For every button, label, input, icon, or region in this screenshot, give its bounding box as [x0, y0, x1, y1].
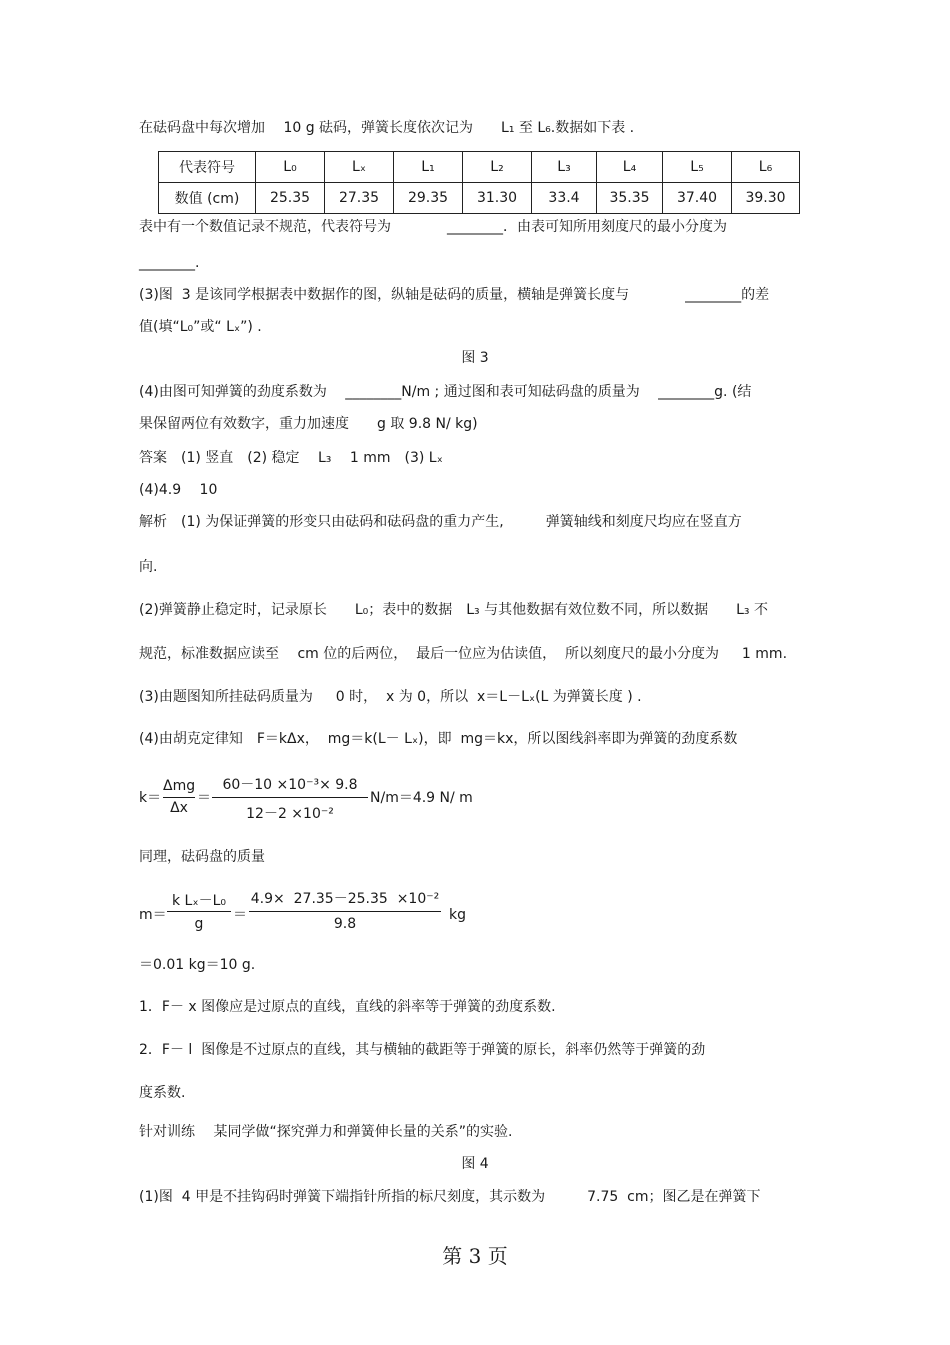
- formula-k-num2: 60－10 ×10⁻³× 9.8: [222, 777, 358, 793]
- formula-k-tail: N/m＝4.9 N/ m: [370, 790, 473, 806]
- fraction-bar: [212, 797, 368, 798]
- table-row-values: [159, 183, 800, 214]
- symbol-cell: L₄: [597, 152, 663, 183]
- formula-k-den1: Δx: [170, 800, 188, 816]
- data-table: [158, 151, 800, 214]
- value-cell: 39.30: [732, 183, 800, 214]
- symbol-cell: L₁: [394, 152, 463, 183]
- question-4-line-1: (4)由图可知弹簧的劲度系数为 ________N/m ; 通过图和表可知砝码盘的质量为 ________g. (结: [139, 384, 752, 400]
- formula-m-num2: 4.9× 27.35－25.35 ×10⁻²: [250, 891, 440, 907]
- symbol-cell: Lₓ: [325, 152, 394, 183]
- question-2-line-1: 表中有一个数值记录不规范，代表符号为 ________．由表可知所用刻度尺的最小分度为: [139, 219, 727, 235]
- answer-line-2: (4)4.9 10: [139, 482, 218, 498]
- formula-m-den1: g: [194, 916, 204, 932]
- analysis-2-line-1: (2)弹簧静止稳定时，记录原长 L₀；表中的数据 L₃ 与其他数据有效位数不同，所以数据 L₃ 不: [139, 602, 768, 618]
- question-2-line-2: ________.: [139, 255, 200, 271]
- figure-3-caption: 图 3: [461, 350, 489, 366]
- value-cell: 33.4: [532, 183, 597, 214]
- question-3-line-2: 值(填“L₀”或“ Lₓ”) .: [139, 319, 262, 335]
- formula-k-eq: ＝: [197, 790, 211, 806]
- formula-m-tail: kg: [449, 907, 466, 923]
- value-cell: 27.35: [325, 183, 394, 214]
- value-cell: 35.35: [597, 183, 663, 214]
- value-cell: 29.35: [394, 183, 463, 214]
- figure-4-caption: 图 4: [461, 1156, 489, 1172]
- formula-m-den2: 9.8: [333, 916, 357, 932]
- summary-2-line-2: 度系数.: [139, 1085, 186, 1101]
- symbol-cell: L₂: [463, 152, 532, 183]
- question-4-line-2: 果保留两位有效数字，重力加速度 g 取 9.8 N/ kg): [139, 416, 478, 432]
- row-label: 数值 (cm): [159, 183, 256, 214]
- analysis-line-1: 解析 (1) 为保证弹簧的形变只由砝码和砝码盘的重力产生, 弹簧轴线和刻度尺均应在竖直方: [139, 514, 742, 530]
- analysis-line-2: 向.: [139, 559, 158, 575]
- summary-1: 1．F－ x 图像应是过原点的直线，直线的斜率等于弹簧的劲度系数.: [139, 999, 556, 1015]
- formula-k-den2: 12－2 ×10⁻²: [246, 806, 334, 822]
- value-cell: 37.40: [663, 183, 732, 214]
- result-line: ＝0.01 kg＝10 g.: [139, 957, 256, 973]
- question-3-line-1: (3)图 3 是该同学根据表中数据作的图，纵轴是砝码的质量，横轴是弹簧长度与 ________的差: [139, 287, 770, 303]
- answer-line-1: 答案 (1) 竖直 (2) 稳定 L₃ 1 mm (3) Lₓ: [139, 450, 443, 466]
- symbol-cell: L₃: [532, 152, 597, 183]
- header-label: 代表符号: [159, 152, 256, 183]
- value-cell: 25.35: [256, 183, 325, 214]
- value-cell: 31.30: [463, 183, 532, 214]
- formula-k-lhs: k＝: [139, 790, 162, 806]
- summary-2-line-1: 2．F－ l 图像是不过原点的直线，其与横轴的截距等于弹簧的原长，斜率仍然等于弹簧的劲: [139, 1042, 706, 1058]
- practice-question-1: (1)图 4 甲是不挂钩码时弹簧下端指针所指的标尺刻度，其示数为 7.75 cm；图乙是在弹簧下: [139, 1189, 761, 1205]
- formula-m-num1: k Lₓ－L₀: [172, 893, 226, 909]
- symbol-cell: L₀: [256, 152, 325, 183]
- table-row-symbols: [159, 152, 800, 183]
- formula-m-lhs: m＝: [139, 907, 167, 923]
- formula-k-num1: Δmg: [163, 778, 196, 794]
- symbol-cell: L₅: [663, 152, 732, 183]
- formula-m-eq: ＝: [233, 907, 247, 923]
- analysis-2-line-2: 规范，标准数据应读至 cm 位的后两位， 最后一位应为估读值， 所以刻度尺的最小分度为 1 mm.: [139, 646, 788, 662]
- analysis-4-line: (4)由胡克定律知 F＝kΔx， mg＝k(L－ Lₓ)，即 mg＝kx，所以图线斜率即为弹簧的劲度系数: [139, 731, 738, 747]
- fraction-bar: [167, 911, 231, 912]
- same-reason-line: 同理，砝码盘的质量: [139, 849, 265, 865]
- fraction-bar: [163, 797, 195, 798]
- intro-line: 在砝码盘中每次增加 10 g 砝码，弹簧长度依次记为 L₁ 至 L₆.数据如下表 .: [139, 120, 635, 136]
- symbol-cell: L₆: [732, 152, 800, 183]
- page-footer: 第 3 页: [442, 1244, 508, 1268]
- analysis-3-line: (3)由题图知所挂砝码质量为 0 时， x 为 0，所以 x＝L－Lₓ(L 为弹簧长度 ) .: [139, 689, 642, 705]
- practice-line: 针对训练 某同学做“探究弹力和弹簧伸长量的关系”的实验.: [139, 1124, 513, 1140]
- fraction-bar: [249, 911, 441, 912]
